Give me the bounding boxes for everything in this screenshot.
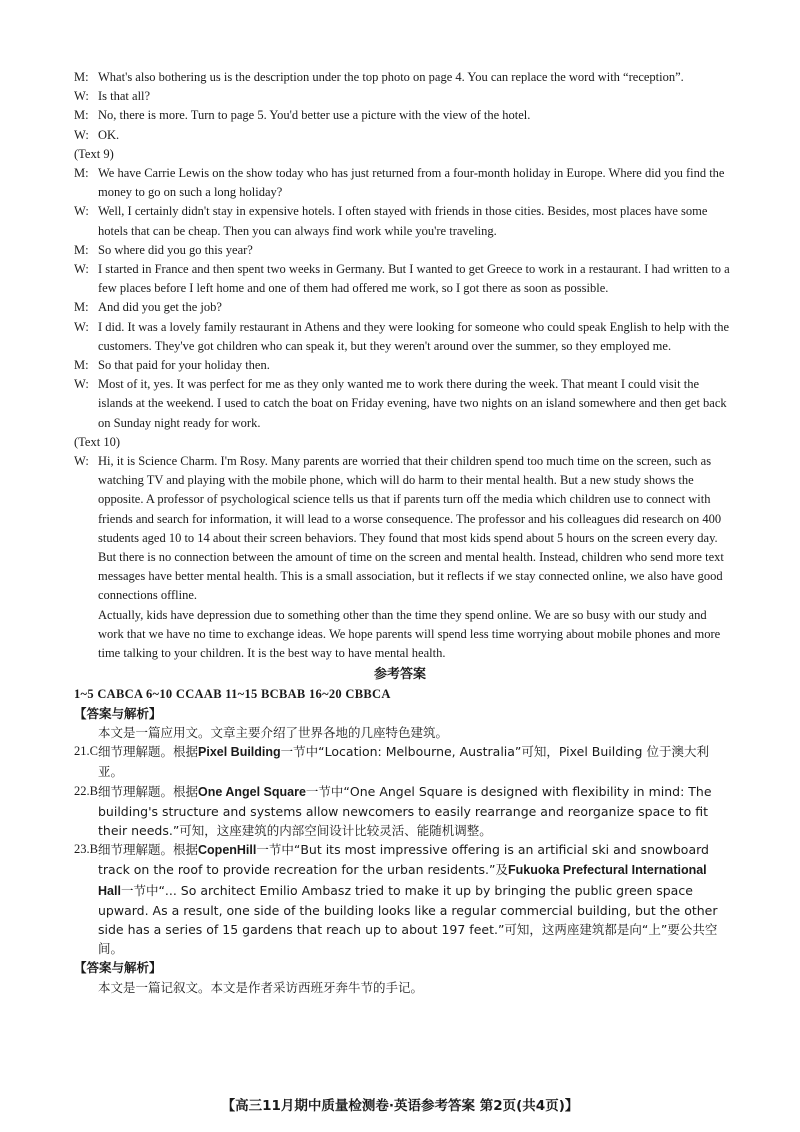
explanation-item xyxy=(0,742,800,781)
item-text: 细节理解题。根据 xyxy=(98,783,199,799)
dialogue-text: No, there is more. Turn to page 5. You'd better use a picture with the view of the hotel. xyxy=(98,108,531,123)
dialogue-turn xyxy=(0,260,800,298)
item-text: 一节中“... So architect Emilio Ambasz tried to make it up by bringing the public green space upward. As a result, one side of the building looks like a regular commercial building, but the other side has a series of 15 gardens that reach up to about 197 feet.”可知，这两座建筑都是向“上”要公共空间。 xyxy=(98,882,718,957)
dialogue-text: I started in France and then spent two weeks in Germany. But I wanted to get Greece to work in a restaurant. I had written to a few places before I left home and one of them had offered me work, so I got there as soon as possible. xyxy=(98,262,730,296)
speaker-label: W: xyxy=(74,204,89,219)
dialogue-turn xyxy=(0,241,800,260)
item-number: 21.C xyxy=(74,744,98,759)
section-2-summary: 本文是一篇记叙文。本文是作者采访西班牙奔牛节的手记。 xyxy=(98,979,424,995)
explanation-item xyxy=(0,840,800,958)
explanation-item xyxy=(0,782,800,841)
text-10-monologue xyxy=(0,452,800,663)
item-text: 一节中“One Angel Square is designed with flexibility in mind: The building's structure and systems allow newcomers to easily rearrange and reorganize space to fit their needs.”可知，这座建筑的内部空间设计比较灵活、能随机调整。 xyxy=(98,783,712,838)
dialogue-text: Well, I certainly didn't stay in expensive hotels. I often stayed with friends in those cities. Besides, most places have some hotels that can be cheap. Then you can always find work while you're traveling. xyxy=(98,204,708,238)
item-section-name: Pixel Building xyxy=(198,745,281,760)
dialogue-turn xyxy=(0,126,800,145)
item-text: 一节中“But its most impressive offering is an artificial ski and snowboard track on the roof to provide recreation for the urban residents.”及 xyxy=(98,842,709,878)
item-text: 一节中“Location: Melbourne, Australia”可知，Pixel Building 位于澳大利亚。 xyxy=(98,744,709,780)
dialogue-turn xyxy=(0,375,800,433)
text-10-label: (Text 10) xyxy=(74,434,120,449)
dialogue-part-1 xyxy=(0,68,800,145)
dialogue-text: Most of it, yes. It was perfect for me as they only wanted me to work there during the week. That meant I could visit the islands at the weekend. I used to catch the boat on Friday evening, have two nights on an island somewhere and then get back on Sunday night ready for work. xyxy=(98,377,727,430)
dialogue-turn xyxy=(0,202,800,240)
speaker-label: W: xyxy=(74,89,89,104)
dialogue-text-9 xyxy=(0,164,800,433)
section-2-heading: 【答案与解析】 xyxy=(74,960,162,976)
explanation-items xyxy=(0,742,800,958)
dialogue-turn xyxy=(0,106,800,125)
speaker-label: M: xyxy=(74,358,89,373)
dialogue-turn xyxy=(0,68,800,87)
dialogue-text: OK. xyxy=(98,127,120,142)
dialogue-turn xyxy=(0,164,800,202)
page-content xyxy=(0,68,800,997)
dialogue-text: So where did you go this year? xyxy=(98,242,253,257)
dialogue-turn xyxy=(0,298,800,317)
speaker-label: W: xyxy=(74,262,89,277)
speaker-label: W: xyxy=(74,377,89,392)
section-1-heading: 【答案与解析】 xyxy=(74,705,162,721)
item-section-name: CopenHill xyxy=(198,843,257,858)
answers-title: 参考答案 xyxy=(373,667,426,683)
dialogue-text: And did you get the job? xyxy=(98,300,222,315)
dialogue-text: What's also bothering us is the description under the top photo on page 4. You can replace the word with “reception”. xyxy=(98,70,684,84)
item-text: 细节理解题。根据 xyxy=(98,744,199,760)
dialogue-text: So that paid for your holiday then. xyxy=(98,358,270,373)
dialogue-text: Is that all? xyxy=(98,89,151,104)
dialogue-turn xyxy=(0,356,800,375)
dialogue-turn xyxy=(0,318,800,356)
text-9-label: (Text 9) xyxy=(74,146,114,161)
item-text: 细节理解题。根据 xyxy=(98,842,199,858)
dialogue-turn xyxy=(0,87,800,106)
speaker-label: W: xyxy=(74,454,89,469)
speaker-label: M: xyxy=(74,242,89,257)
item-number: 23.B xyxy=(74,842,98,857)
section-1-summary: 本文是一篇应用文。文章主要介绍了世界各地的几座特色建筑。 xyxy=(98,724,449,740)
item-section-name: Fukuoka Prefectural International Hall xyxy=(98,863,707,898)
text-10-paragraph-2: Actually, kids have depression due to something other than the time they spend online. We are so busy with our study and work that we have no time to exchange ideas. We hope parents will spend less time worrying about mobile phones and more time talking to your children. It is the best way to have mental health. xyxy=(98,607,721,661)
speaker-label: M: xyxy=(74,300,89,315)
speaker-label: M: xyxy=(74,166,89,181)
answer-key-line: 1~5 CABCA 6~10 CCAAB 11~15 BCBAB 16~20 CBBCA xyxy=(74,686,391,701)
item-section-name: One Angel Square xyxy=(198,784,306,799)
text-10-paragraph-1: Hi, it is Science Charm. I'm Rosy. Many parents are worried that their children spend too much time on the screen, such as watching TV and playing with the mobile phone, which will do harm to their mental health. But a new study shows the opposite. A professor of psychological science tells us that if parents turn off the media which children use to connect with friends and search for information, it will lead to a worse consequence. The professor and his colleagues did research on 400 students aged 10 to 14 about their screen behaviors. They found that most kids spend about 5 hours on the screen every day. But there is no connection between the amount of time on the screen and mental health. Instead, children who send more text messages have better mental health. This is a small association, but it reflects if we stay connected online, we also have good connections offline. xyxy=(98,454,724,603)
speaker-label: W: xyxy=(74,127,89,142)
page-footer: 【高三11月期中质量检测卷·英语参考答案 第2页(共4页)】 xyxy=(221,1098,579,1114)
dialogue-text: I did. It was a lovely family restaurant in Athens and they were looking for someone who could speak English to help with the customers. They've got children who can speak it, but they weren't around over the summer, so they employed me. xyxy=(98,319,730,353)
item-number: 22.B xyxy=(74,783,98,798)
speaker-label: M: xyxy=(74,70,89,84)
speaker-label: W: xyxy=(74,319,89,334)
dialogue-text: We have Carrie Lewis on the show today who has just returned from a four-month holiday in Europe. Where did you find the money to go on such a long holiday? xyxy=(98,166,725,200)
speaker-label: M: xyxy=(74,108,89,123)
